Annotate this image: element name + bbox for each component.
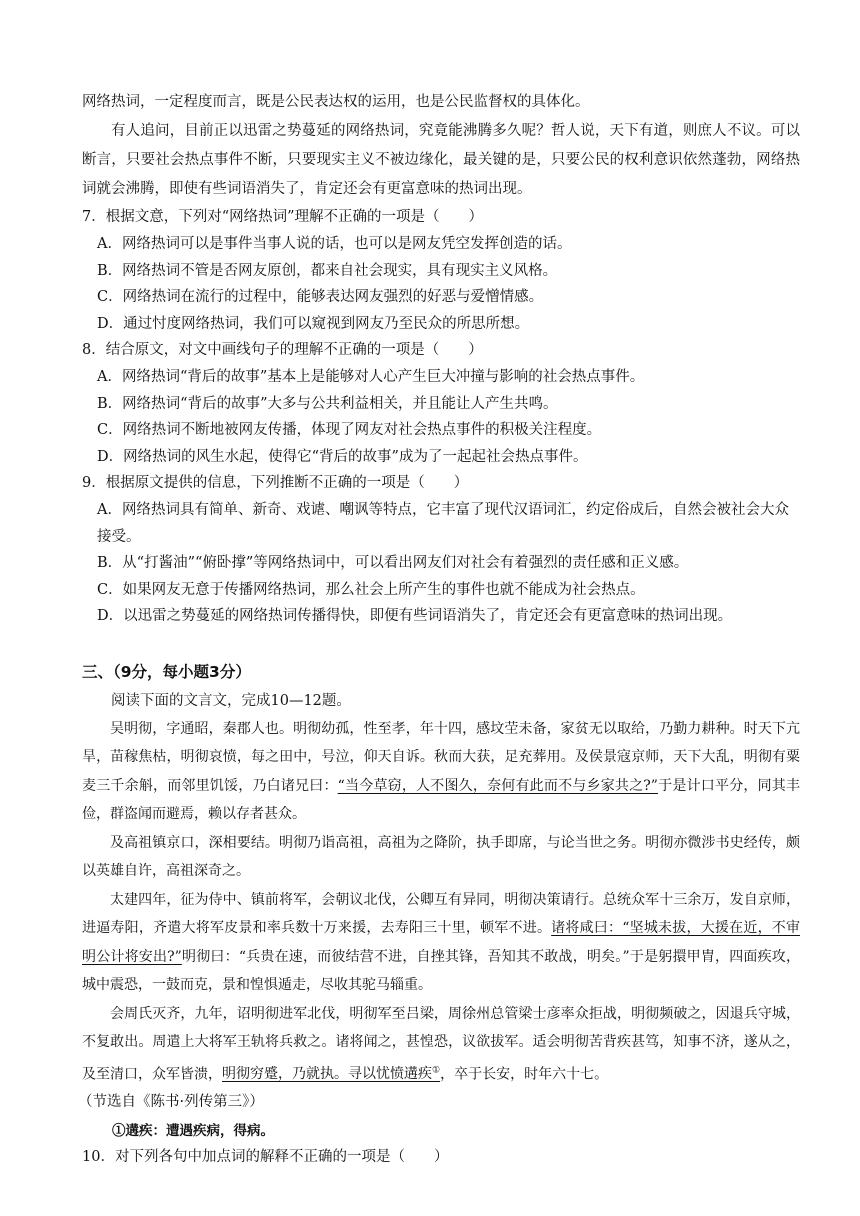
question-stem: 9．根据原文提供的信息，下列推断不正确的一项是（ ） xyxy=(82,475,469,491)
question-stem: 7．根据文意，下列对“网络热词”理解不正确的一项是（ ） xyxy=(82,209,484,225)
passage-paragraph-tail: 网络热词，一定程度而言，既是公民表达权的运用，也是公民监督权的具体化。 xyxy=(82,94,590,110)
section-heading: 三、（9分，每小题3分） xyxy=(82,662,251,681)
footnote-marker: ① xyxy=(432,1065,441,1076)
text-run: ，卒于长安，时年六十七。 xyxy=(440,1066,609,1083)
option-b: B．网络热词不管是否网友原创，都来自社会现实，具有现实主义风格。 xyxy=(97,262,558,279)
underlined-sentence: “当今草窃，人不图久，奈何有此而不与乡家共之?” xyxy=(337,777,658,794)
text-run: 吴明彻，字通昭，秦郡人也。明彻幼孤，性至孝，年十四，感坟茔未备，家贫无以取给，乃勤力耕种。时天下亢旱，苗稼焦枯，明彻哀愤，每之田中，号泣，仰天自诉。秋而大获，足充葬用。及侯景寇京师，天下大乱，明彻有粟麦三千余斛，而邻里饥馁，乃白诸兄曰： xyxy=(82,720,800,794)
passage-paragraph: 有人追问，目前正以迅雷之势蔓延的网络热词，究竟能沸腾多久呢？哲人说，天下有道，则庶人不议。可以断言，只要社会热点事件不断，只要现实主义不被边缘化，最关键的是，只要公民的权利意识依然蓬勃，网络热词就会沸腾，即使有些词语消失了，肯定还会有更富意味的热词出现。 xyxy=(82,123,800,197)
text-run: 太建四年，征为侍中、镇前将军，会朝议北伐，公卿互有异同，明彻决策请行。总统众军十三余万，发自京师，进逼寿阳，齐遣大将军皮景和率兵数十万来援，去寿阳三十里，顿军不进。 xyxy=(82,891,800,936)
option-c: C．网络热词在流行的过程中，能够表达网友强烈的好恶与爱憎情感。 xyxy=(97,289,544,305)
classical-paragraph-1 xyxy=(82,715,800,829)
option-c: C．如果网友无意于传播网络热词，那么社会上所产生的事件也就不能成为社会热点。 xyxy=(97,581,645,598)
text-run: 于是计口平分，同其丰俭，群盗闻而避焉，赖以存者甚众。 xyxy=(82,777,801,822)
footnote: ①遘疾：遭遇疾病，得病。 xyxy=(112,1122,274,1139)
source-citation: （节选自《陈书·列传第三》） xyxy=(78,1093,264,1110)
underlined-sentence: 诸将咸曰：“坚城未拔，大援在近，不审明公计将安出?” xyxy=(82,920,800,965)
option-d: D．以迅雷之势蔓延的网络热词传播得快，即便有些词语消失了，肯定还会有更富意味的热词出现。 xyxy=(97,608,733,624)
question-7 xyxy=(82,204,800,337)
text-run: 会周氏灭齐，九年，诏明彻进军北伐，明彻军至吕梁，周徐州总管梁士彦率众拒战，明彻频破之，因退兵守城，不复敢出。周遣上大将军王轨将兵救之。诸将闻之，甚惶恐，议欲拔军。适会明彻苦背疾甚笃，知事不济，遂从之，及至清口，众军皆溃， xyxy=(82,1005,800,1083)
option-b: B．网络热词“背后的故事”大多与公共利益相关，并且能让人产生共鸣。 xyxy=(97,395,558,412)
question-10-stem: 10．对下列各句中加点词的解释不正确的一项是（ ） xyxy=(82,1148,449,1165)
option-a: A．网络热词“背后的故事”基本上是能够对人心产生巨大冲撞与影响的社会热点事件。 xyxy=(97,369,645,385)
classical-paragraph-2: 及高祖镇京口，深相要结。明彻乃诣高祖，高祖为之降阶，执手即席，与论当世之务。明彻亦微涉书史经传，颇以英雄自许，高祖深奇之。 xyxy=(82,834,800,879)
option-c: C．网络热词不断地被网友传播，体现了网友对社会热点事件的积极关注程度。 xyxy=(97,422,602,438)
option-a: A．网络热词可以是事件当事人说的话，也可以是网友凭空发挥创造的话。 xyxy=(97,236,572,252)
option-d: D．网络热词的风生水起，使得它“背后的故事”成为了一起起社会热点事件。 xyxy=(97,448,588,465)
question-stem: 8．结合原文，对文中画线句子的理解不正确的一项是（ ） xyxy=(82,342,483,358)
option-d: D．通过忖度网络热词，我们可以窥视到网友乃至民众的所思所想。 xyxy=(97,315,530,332)
question-9 xyxy=(82,470,800,630)
question-8 xyxy=(82,337,800,470)
underlined-text: 明彻穷蹙，乃就执。寻以忧愤遘疾 xyxy=(222,1066,432,1083)
option-a: A．网络热词具有简单、新奇、戏谑、嘲讽等特点，它丰富了现代汉语词汇，约定俗成后，自然会被社会大众接受。 xyxy=(97,502,789,545)
text-run: 明彻曰：“兵贵在速，而彼结营不进，自挫其锋，吾知其不敢战，明矣。”于是躬擐甲胄，四面疾攻，城中震恐，一鼓而克，景和惶惧遁走，尽收其驼马辎重。 xyxy=(82,948,800,993)
underlined-sentence xyxy=(222,1066,440,1082)
classical-paragraph-3 xyxy=(82,886,800,1000)
classical-paragraph-4 xyxy=(82,1000,800,1089)
section-instructions: 阅读下面的文言文，完成10—12题。 xyxy=(111,692,351,709)
option-b: B．从“打酱油”“俯卧撑”等网络热词中，可以看出网友们对社会有着强烈的责任感和正义感。 xyxy=(97,555,689,571)
